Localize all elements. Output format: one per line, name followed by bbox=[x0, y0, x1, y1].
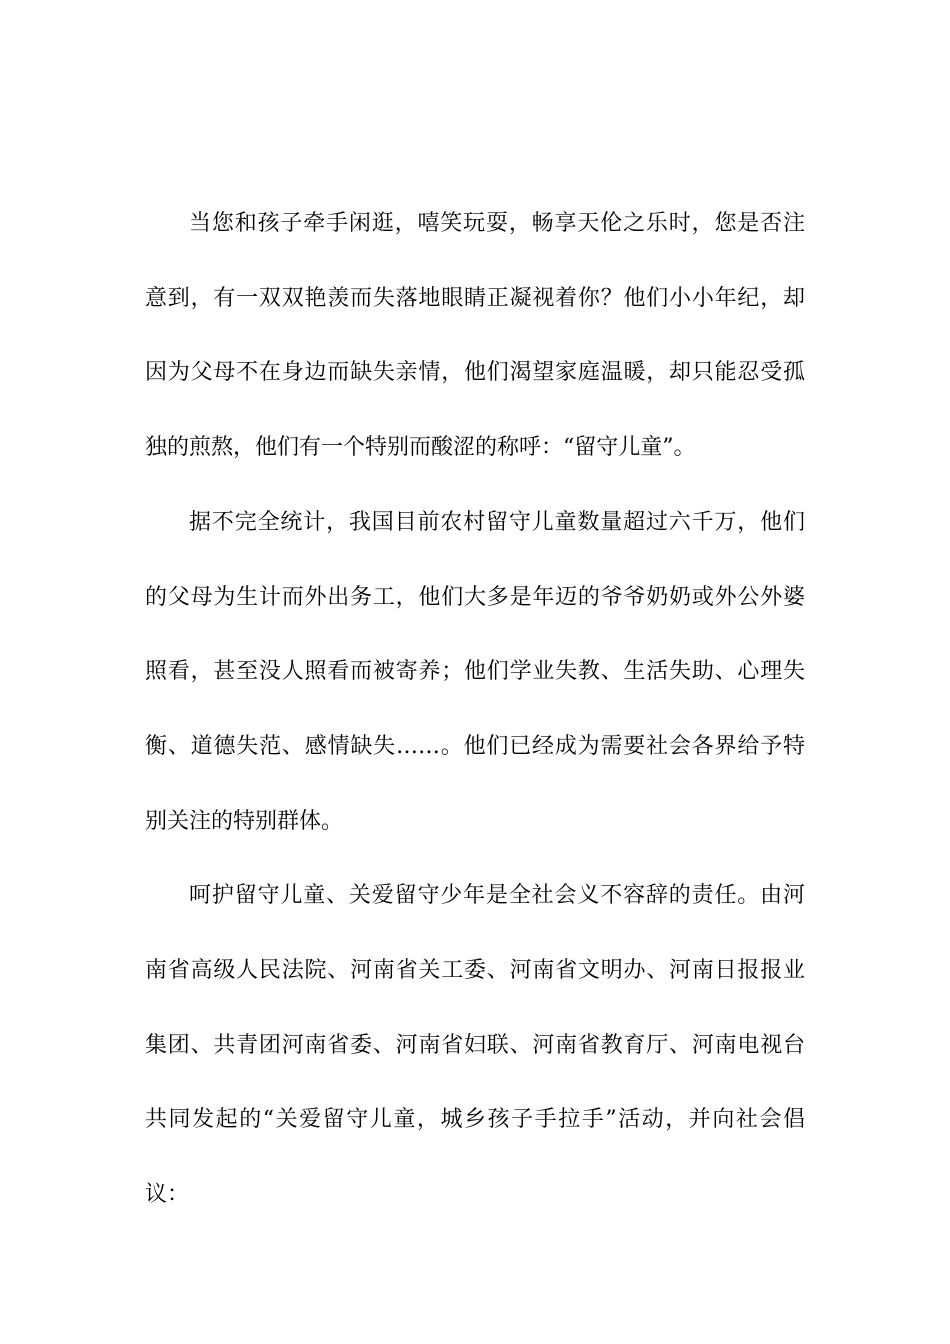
text-line: 集团、共青团河南省委、河南省妇联、河南省教育厅、河南电视台 bbox=[145, 1032, 805, 1058]
text-line: 衡、道德失范、感情缺失……。他们已经成为需要社会各界给予特 bbox=[145, 733, 805, 759]
text-line: 据不完全统计，我国目前农村留守儿童数量超过六千万，他们 bbox=[189, 509, 805, 535]
text-line: 的父母为生计而外出务工，他们大多是年迈的爷爷奶奶或外公外婆 bbox=[145, 584, 805, 610]
paragraph-3 bbox=[145, 859, 805, 1233]
text-line: 别关注的特别群体。 bbox=[145, 808, 344, 834]
text-line: 因为父母不在身边而缺失亲情，他们渴望家庭温暖，却只能忍受孤 bbox=[145, 360, 805, 386]
text-line: 呵护留守儿童、关爱留守少年是全社会义不容辞的责任。由河 bbox=[189, 883, 805, 909]
text-line: 共同发起的“关爱留守儿童，城乡孩子手拉手”活动，并向社会倡 bbox=[145, 1107, 805, 1133]
text-line: 议： bbox=[145, 1182, 190, 1208]
paragraph-1 bbox=[145, 187, 805, 486]
document-body bbox=[145, 187, 805, 1233]
text-line: 意到，有一双双艳羡而失落地眼睛正凝视着你？他们小小年纪，却 bbox=[145, 285, 805, 311]
paragraph-2 bbox=[145, 486, 805, 860]
text-line: 独的煎熬，他们有一个特别而酸涩的称呼：“留守儿童”。 bbox=[145, 435, 696, 461]
text-line: 照看，甚至没人照看而被寄养；他们学业失教、生活失助、心理失 bbox=[145, 659, 805, 685]
text-line: 南省高级人民法院、河南省关工委、河南省文明办、河南日报报业 bbox=[145, 958, 805, 984]
text-line: 当您和孩子牵手闲逛，嘻笑玩耍，畅享天伦之乐时，您是否注 bbox=[189, 211, 805, 236]
